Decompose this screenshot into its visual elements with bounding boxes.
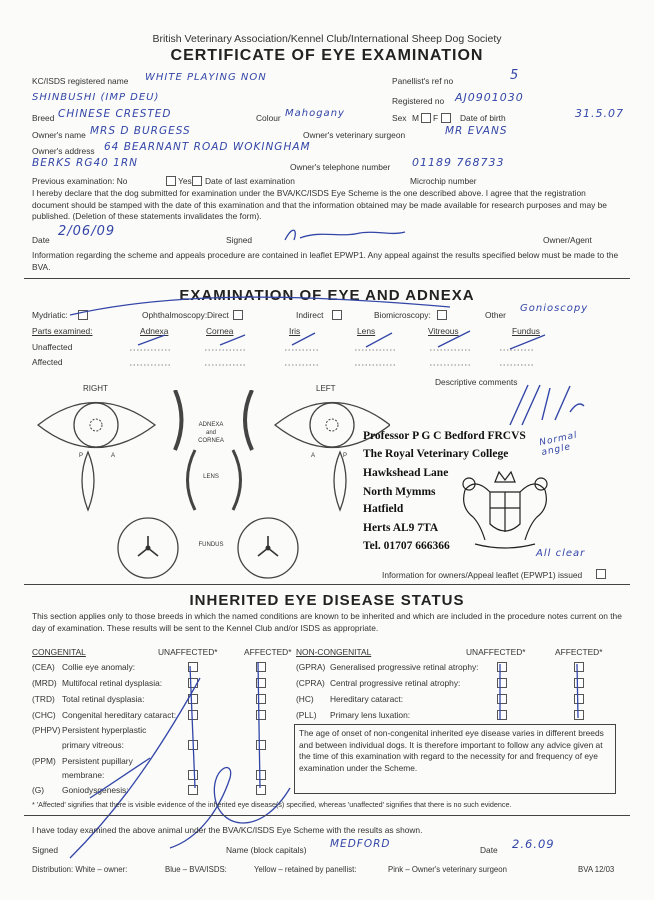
trd-label: Total retinal dysplasia: (62, 694, 145, 704)
microchip-label: Microchip number (410, 176, 477, 186)
stamp-line-5: Hatfield (363, 503, 404, 515)
and-label: and (205, 430, 216, 436)
right-p-label: P (79, 453, 84, 459)
vet-signed-label: Signed (32, 845, 59, 855)
divider-1 (24, 278, 630, 279)
college-crest (455, 462, 555, 552)
cea-code: (CEA) (32, 662, 55, 672)
mrd-label: Multifocal retinal dysplasia: (62, 678, 163, 688)
right-eye-outline (38, 403, 155, 448)
exam-pen-marks (30, 295, 630, 370)
sex-m-label: M (412, 113, 419, 123)
non-congenital-header: NON-CONGENITAL (296, 647, 372, 657)
fundus-label: FUNDUS (198, 542, 224, 548)
divider-2 (24, 584, 630, 585)
ppm-code: (PPM) (32, 756, 56, 766)
divider-3 (24, 815, 630, 816)
part-vitreous: Vitreous (428, 326, 459, 336)
block-name-value[interactable]: MEDFORD (330, 838, 391, 850)
lens-label: LENS (203, 474, 219, 480)
ophthalmoscopy-label: Ophthalmoscopy: (142, 310, 208, 320)
status-section-title: INHERITED EYE DISEASE STATUS (189, 592, 465, 609)
other-value[interactable]: Gonioscopy (520, 303, 589, 314)
eye-diagram (30, 390, 390, 580)
colour-value[interactable]: Mahogany (285, 108, 345, 119)
congenital-header: CONGENITAL (32, 647, 86, 657)
pll-label: Primary lens luxation: (330, 710, 411, 720)
info-text: Information regarding the scheme and appeals procedure are contained in leaflet EPWP1. Any appeal against the results specified below must be made to the BVA. (32, 250, 619, 272)
owner-signature (280, 224, 410, 246)
date-label: Date (32, 235, 50, 245)
gpra-code: (GPRA) (296, 662, 326, 672)
distribution-white: Distribution: White – owner: (32, 865, 128, 874)
examined-statement: I have today examined the above animal under the BVA/KC/ISDS Eye Scheme with the results as shown. (32, 825, 423, 835)
phpv-label-2: primary vitreous: (62, 740, 124, 750)
left-lens-outline (334, 452, 346, 510)
part-lens: Lens (357, 326, 376, 336)
congenital-affected-header: AFFECTED* (244, 647, 292, 657)
breed-label: Breed (32, 113, 55, 123)
mrd-code: (MRD) (32, 678, 57, 688)
owner-address-label: Owner's address (32, 146, 95, 156)
chc-label: Congenital hereditary cataract: (62, 710, 177, 720)
sex-f-checkbox[interactable] (441, 113, 451, 123)
cpra-code: (CPRA) (296, 678, 325, 688)
hc-label: Hereditary cataract: (330, 694, 404, 704)
date-value[interactable]: 2/06/09 (58, 224, 116, 239)
owner-agent-label: Owner/Agent (543, 235, 592, 245)
owner-address-value[interactable]: 64 BEARNANT ROAD WOKINGHAM (104, 141, 311, 153)
trd-code: (TRD) (32, 694, 55, 704)
left-iris-outline (310, 403, 354, 447)
g-label: Goniodysgenesis: (62, 785, 129, 795)
comments-pen-marks (500, 380, 590, 428)
part-iris: Iris (289, 326, 301, 336)
noncong-affected-header: AFFECTED* (555, 647, 603, 657)
pll-code: (PLL) (296, 710, 317, 720)
cpra-label: Central progressive retinal atrophy: (330, 678, 461, 688)
unaffected-label: Unaffected (32, 342, 73, 352)
form-code: BVA 12/03 (578, 865, 615, 874)
distribution-pink: Pink – Owner's veterinary surgeon (388, 865, 507, 874)
vet-date-value[interactable]: 2.6.09 (512, 837, 555, 851)
owner-address-value-2[interactable]: BERKS RG40 1RN (32, 157, 138, 169)
signed-label: Signed (226, 235, 253, 245)
organisation-header: British Veterinary Association/Kennel Club/International Sheep Dog Society (152, 33, 502, 45)
previous-exam-yes-checkbox[interactable] (192, 176, 202, 186)
registered-no-value[interactable]: AJ0901030 (455, 91, 524, 104)
reg-name-value-2[interactable]: SHINBUSHI (IMP DEU) (32, 92, 160, 103)
left-eye-label: LEFT (316, 384, 336, 393)
colour-label: Colour (256, 113, 281, 123)
previous-exam-label: Previous examination: No (32, 176, 128, 186)
sex-label: Sex (392, 113, 407, 123)
part-fundus: Fundus (512, 326, 540, 336)
parts-examined-label: Parts examined: (32, 326, 93, 336)
g-code: (G) (32, 785, 45, 795)
right-a-label: A (111, 453, 116, 459)
dob-value[interactable]: 31.5.07 (575, 107, 624, 120)
distribution-yellow: Yellow – retained by panellist: (254, 865, 357, 874)
adnexa-label: ADNEXA (198, 422, 224, 428)
sex-m-checkbox[interactable] (421, 113, 431, 123)
noncong-unaffected-header: UNAFFECTED* (466, 647, 526, 657)
right-iris-outline (74, 403, 118, 447)
stamp-line-1: Professor P G C Bedford FRCVS (363, 430, 526, 442)
last-exam-label: Date of last examination (205, 176, 295, 186)
indirect-label: Indirect (296, 310, 324, 320)
stamp-line-7: Tel. 01707 666366 (363, 540, 450, 552)
stamp-line-2: The Royal Veterinary College (363, 448, 509, 460)
vet-date-label: Date (480, 845, 498, 855)
panellist-ref-value[interactable]: 5 (510, 68, 520, 83)
vet-surgeon-value[interactable]: MR EVANS (445, 125, 508, 137)
gpra-label: Generalised progressive retinal atrophy: (330, 662, 479, 672)
vet-surgeon-label: Owner's veterinary surgeon (303, 130, 406, 140)
leaflet-issued-label: Information for owners/Appeal leaflet (EPWP1) issued (382, 570, 583, 580)
biomicroscopy-label: Biomicroscopy: (374, 310, 431, 320)
status-intro: This section applies only to those breeds in which the named conditions are known to be inherited and which are included in the procedure notes current on the day of examination. These results will be sent to the Kennel Club and/or ISDS as appropriate. (32, 611, 622, 633)
left-a-label: A (311, 453, 316, 459)
left-p-label: P (343, 453, 348, 459)
affected-footnote: * 'Affected' signifies that there is visible evidence of the inherited eye disease(s) specified, whereas 'unaffected' signifies that there is no such evidence. (32, 800, 512, 809)
part-cornea: Cornea (206, 326, 234, 336)
right-lens-outline (82, 452, 94, 510)
phpv-label: Persistent hyperplastic (62, 725, 147, 735)
owner-name-label: Owner's name (32, 130, 86, 140)
cea-label: Collie eye anomaly: (62, 662, 136, 672)
age-of-onset-note: The age of onset of non-congenital inherited eye disease varies in different breeds and between individual dogs. It is therefore important to follow any advice given at the time of this examination with regard to the necessity for and frequency of eye examination under the Scheme. (294, 724, 616, 794)
previous-exam-no-checkbox[interactable] (166, 176, 176, 186)
affected-label: Affected (32, 357, 63, 367)
declaration-text: I hereby declare that the dog submitted for examination under the BVA/KC/ISDS Eye Scheme is the one described above. I agree that the registration document should be stamped with the date of this examination and that the information obtained may be made available for research purposes and may be published. (Deletion of these statements invalidates the form). (32, 188, 607, 221)
exam-section-title: EXAMINATION OF EYE AND ADNEXA (179, 287, 475, 304)
right-eye-label: RIGHT (83, 384, 108, 393)
owner-telephone-label: Owner's telephone number (290, 162, 391, 172)
phpv-code: (PHPV) (32, 725, 61, 735)
reg-name-label: KC/ISDS registered name (32, 76, 129, 86)
ppm-label: Persistent pupillary (62, 756, 133, 766)
leaflet-issued-checkbox[interactable] (596, 569, 606, 579)
descriptive-comments-label: Descriptive comments (435, 377, 518, 387)
sex-f-label: F (433, 113, 439, 123)
certificate-title: CERTIFICATE OF EYE EXAMINATION (170, 47, 484, 64)
reg-name-value[interactable]: WHITE PLAYING NON (145, 72, 267, 83)
distribution-blue: Blue – BVA/ISDS: (165, 865, 227, 874)
block-name-label: Name (block capitals) (226, 845, 307, 855)
panellist-ref-label: Panellist's ref no (392, 76, 454, 86)
congenital-unaffected-header: UNAFFECTED* (158, 647, 218, 657)
chc-code: (CHC) (32, 710, 56, 720)
previous-exam-yes-label: Yes (178, 176, 192, 186)
hc-code: (HC) (296, 694, 314, 704)
registered-no-label: Registered no (392, 96, 445, 106)
owner-telephone-value[interactable]: 01189 768733 (412, 156, 505, 169)
other-label: Other (485, 310, 506, 320)
stamp-line-4: North Mymms (363, 486, 436, 498)
stamp-line-3: Hawkshead Lane (363, 467, 449, 479)
cornea-label: CORNEA (198, 438, 224, 444)
breed-value[interactable]: CHINESE CRESTED (58, 108, 172, 120)
owner-name-value[interactable]: MRS D BURGESS (90, 125, 191, 137)
dob-label: Date of birth (460, 113, 506, 123)
all-clear-value[interactable]: All clear (536, 548, 586, 559)
descriptive-comment-value[interactable]: Normal angle (538, 430, 579, 459)
part-adnexa: Adnexa (140, 326, 169, 336)
mydriatic-label: Mydriatic: (32, 310, 68, 320)
ppm-label-2: membrane: (62, 770, 105, 780)
direct-label: Direct (207, 310, 229, 320)
stamp-line-6: Herts AL9 7TA (363, 522, 439, 534)
